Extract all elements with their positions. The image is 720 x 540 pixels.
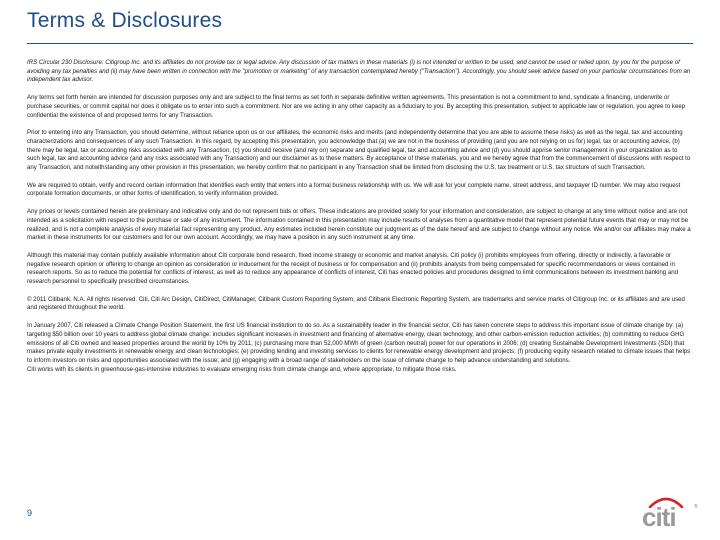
transaction-risks-paragraph: Prior to entering into any Transaction, you should determine, without reliance upon us or our affiliates, the economic risks and merits (and independently determine that you are able to assume these risks) as well as the legal, tax and accounting characterizations and consequences of any such Transaction. In this regard, by accepting this presentation, you acknowledge that (a) we are not in the business of providing (and you are not relying on us for) legal, tax or accounting advice, (b) there may be legal, tax or accounting risks associated with any Transaction, (c) you should receive (and rely on) separate and qualified legal, tax and accounting advice and (d) you should apprise senior management in your organization as to such legal, tax and accounting advice (and any risks associated with any Transaction) and our disclaimer as to these matters. By acceptance of these materials, you and we hereby agree that from the commencement of discussions with respect to any Transaction, and notwithstanding any other provision in this presentation, we hereby confirm that no participant in any Transaction shall be limited from disclosing the U.S. tax treatment or U.S. tax structure of such Transaction.: [27, 129, 691, 172]
climate-change-paragraph: In January 2007, Citi released a Climate Change Position Statement, the first US financial institution to do so. As a sustainability leader in the financial sector, Citi has taken concrete steps to address this important issue of climate change by: (a) targeting $50 billion over 10 years to address global climate change: includes significant increases in investment and financing of alternative energy, clean technology, and other carbon-emission reduction activities; (b) committing to reduce GHG emissions of all Citi owned and leased properties around the world by 10% by 2011; (c) purchasing more than 52,000 MWh of green (carbon neutral) power for our operations in 2006; (d) creating Sustainable Development Investments (SDI) that makes private equity investments in renewable energy and clean technologies; (e) providing lending and investing services to clients for renewable energy development and projects; (f) producing equity research related to climate issues that helps to inform investors on risks and opportunities associated with the issue; and (g) engaging with a broad range of stakeholders on the issue of climate change to help advance understanding and solutions.: [27, 322, 691, 364]
disclosure-body: [27, 59, 691, 383]
terms-discussion-paragraph: Any terms set forth herein are intended for discussion purposes only and are subject to the final terms as set forth in separate definitive written agreements. This presentation is not a commitment to lend, syndicate a financing, underwrite or purchase securities, or commit capital nor does it obligate us to enter into such a commitment. Nor are we acting in any other capacity as a fiduciary to you. By accepting this presentation, subject to applicable law or regulation, you agree to keep confidential the existence of and proposed terms for any Transaction.: [27, 94, 686, 119]
citi-logo: [640, 494, 700, 530]
research-policy-paragraph: Although this material may contain publicly available information about Citi corporate bond research, fixed income strategy or economic and market analysis, Citi policy (i) prohibits employees from offering, directly or indirectly, a favorable or negative research opinion or offering to change an opinion as consideration or inducement for the receipt of business or for compensation and (ii) prohibits analysts from being compensated for specific recommendations or views contained in research reports. So as to reduce the potential for conflicts of interest, as well as to reduce any appearance of conflicts of interest, Citi has enacted policies and procedures designed to limit communications between its investment banking and research personnel to specifically prescribed circumstances.: [27, 251, 679, 286]
identification-paragraph: We are required to obtain, verify and record certain information that identifies each entity that enters into a formal business relationship with us. We will ask for your complete name, street address, and taxpayer ID number. We may also request corporate formation documents, or other forms of identification, to verify information provided.: [27, 181, 681, 198]
title-divider: [27, 43, 693, 44]
irs-circular-230-disclosure: IRS Circular 230 Disclosure: Citigroup Inc. and its affiliates do not provide tax or legal advice. Any discussion of tax matters in these materials (i) is not intended or written to be used, and cannot be used or relied upon, by you for the purpose of avoiding any tax penalties and (ii) may have been written in connection with the "promotion or marketing" of any transaction contemplated hereby ("Transaction"). Accordingly, you should seek advice based on your particular circumstances from an independent tax advisor.: [27, 59, 691, 84]
prices-levels-paragraph: Any prices or levels contained herein are preliminary and indicative only and do not represent bids or offers. These indications are provided solely for your information and consideration, are subject to change at any time without notice and are not intended as a solicitation with respect to the purchase or sale of any instrument. The information contained in this presentation may include results of analyses from a quantitative model that represent potential future events that may or may not be realized, and is not a complete analysis of every material fact representing any product. Any estimates included herein constitute our judgment as of the date hereof and are subject to change without any notice. We and/or our affiliates may make a market in these instruments for our customers and for our own account. Accordingly, we may have a position in any such instrument at any time.: [27, 208, 691, 242]
page-number: 9: [27, 508, 33, 518]
registered-mark: ®: [694, 504, 698, 510]
climate-clients-paragraph: Citi works with its clients in greenhouse-gas-intensive industries to evaluate emerging risks from climate change and, where appropriate, to mitigate those risks.: [27, 365, 457, 373]
citi-logo-text: citi: [642, 502, 676, 532]
page-title: Terms & Disclosures: [27, 9, 223, 32]
copyright-paragraph: © 2011 Citibank, N.A. All rights reserved. Citi, Citi Arc Design, CitiDirect, CitiManager, Citibank Custom Reporting System, and Citibank Electronic Reporting System, are trademarks and service marks of Citigroup Inc. or its affiliates and are used and registered throughout the world.: [27, 295, 685, 312]
